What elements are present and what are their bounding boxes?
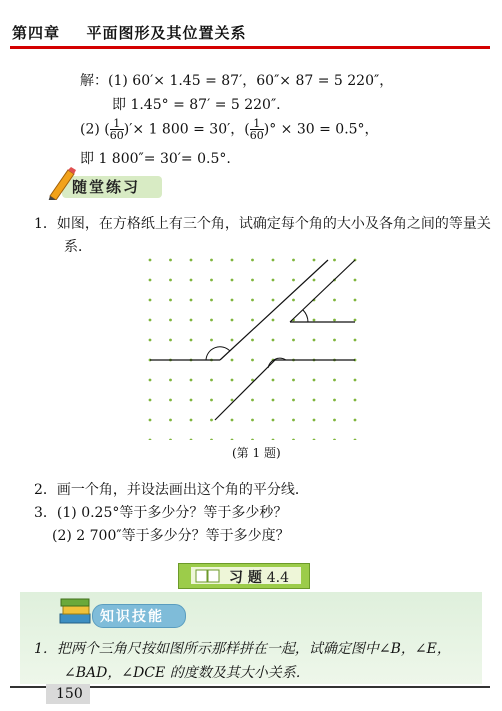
grid-dot (292, 439, 295, 440)
exercise-q1-line-2: ∠BAD，∠DCE 的度数及其大小关系． (64, 665, 310, 681)
practice-badge (44, 166, 164, 198)
grid-dot (210, 379, 213, 382)
grid-dot (210, 259, 213, 262)
grid-dot (210, 279, 213, 282)
grid-dot (231, 399, 234, 402)
exercise-inner (191, 567, 301, 584)
angle3-ray-diagonal (215, 360, 275, 420)
grid-dot (231, 439, 234, 440)
grid-dot (272, 379, 275, 382)
grid-dot (292, 339, 295, 342)
grid-dot (169, 279, 172, 282)
grid-dot (333, 439, 336, 440)
grid-dot (354, 399, 357, 402)
grid-dot (333, 339, 336, 342)
grid-dot (169, 419, 172, 422)
grid-dot (149, 419, 152, 422)
grid-dot (272, 399, 275, 402)
grid-dot (272, 339, 275, 342)
grid-dot (231, 319, 234, 322)
skills-label: 知识技能 (100, 609, 164, 625)
grid-dot (149, 299, 152, 302)
grid-dot (272, 439, 275, 440)
grid-dot (149, 259, 152, 262)
grid-dot (190, 279, 193, 282)
grid-dot (354, 299, 357, 302)
solution-line-1: 解：(1) 60′× 1.45 = 87′，60″× 87 = 5 220″， (80, 73, 394, 89)
grid-dot (190, 399, 193, 402)
grid-dot (169, 339, 172, 342)
grid-dot (313, 339, 316, 342)
grid-dot (190, 439, 193, 440)
figure-caption: (第 1 题) (232, 446, 281, 460)
grid-dot (292, 399, 295, 402)
exercise-title: 习 题 4.4 (229, 570, 290, 586)
grid-dot (190, 419, 193, 422)
grid-dot (272, 259, 275, 262)
grid-dot (313, 279, 316, 282)
grid-dot (292, 299, 295, 302)
practice-title: 随堂练习 (72, 178, 141, 196)
grid-dot (190, 339, 193, 342)
solution-line-4: 即 1 800″= 30′= 0.5°. (80, 151, 231, 167)
grid-dot (292, 379, 295, 382)
grid-dot (210, 319, 213, 322)
grid-dot (292, 259, 295, 262)
chapter-title: 平面图形及其位置关系 (86, 24, 247, 42)
grid-dot (190, 259, 193, 262)
fraction: $\frac{1}{60}$ (109, 117, 124, 142)
grid-dot (354, 379, 357, 382)
grid-dot (231, 379, 234, 382)
grid-dot (169, 299, 172, 302)
grid-dot (231, 259, 234, 262)
exercise-header (178, 563, 310, 589)
grid-dot (251, 419, 254, 422)
grid-dot (333, 379, 336, 382)
grid-dot (313, 439, 316, 440)
page-number: 150 (56, 686, 83, 702)
grid-dot (251, 439, 254, 440)
grid-dot (169, 319, 172, 322)
q1-line-2: 系． (64, 239, 92, 255)
grid-dot (149, 439, 152, 440)
grid-dot (313, 319, 316, 322)
grid-dot (354, 339, 357, 342)
grid-dot (231, 419, 234, 422)
grid-dot (333, 399, 336, 402)
q3-line-2: (2) 2 700″等于多少分？等于多少度？ (52, 528, 290, 544)
grid-dot (354, 439, 357, 440)
grid-dot (210, 399, 213, 402)
grid-dot (251, 299, 254, 302)
grid-dot (210, 419, 213, 422)
solution-line-3: (2) ( $\frac{1}{60}$ )′× 1 800 = 30′，( $\frac{1}{60}$ )° × 30 = 0.5°， (80, 117, 379, 142)
grid-dot (251, 359, 254, 362)
angle2-ray-diagonal (290, 260, 355, 322)
books-icon (56, 598, 96, 628)
grid-dot (149, 399, 152, 402)
grid-dot (149, 279, 152, 282)
grid-dot (190, 379, 193, 382)
q3-line-1: 3．(1) 0.25°等于多少分？等于多少秒？ (34, 505, 288, 521)
grid-dot (210, 439, 213, 440)
grid-figure (140, 250, 380, 440)
grid-dot (251, 279, 254, 282)
exercise-q1-line-1: 1．把两个三角尺按如图所示那样拼在一起，试确定图中∠B，∠E， (34, 641, 451, 657)
grid-dot (169, 399, 172, 402)
grid-dot (149, 319, 152, 322)
grid-dot (169, 259, 172, 262)
grid-dot (210, 299, 213, 302)
grid-dot (313, 379, 316, 382)
q1-line-1: 1．如图，在方格纸上有三个角，试确定每个角的大小及各角之间的等量关 (34, 216, 491, 232)
grid-dot (190, 319, 193, 322)
grid-dot (354, 419, 357, 422)
grid-dot (251, 339, 254, 342)
grid-dot (313, 399, 316, 402)
grid-dot (210, 339, 213, 342)
angle2-arc (303, 310, 308, 322)
q2-text: 2．画一个角，并设法画出这个角的平分线． (34, 482, 309, 498)
grid-dot (251, 319, 254, 322)
grid-dot (251, 399, 254, 402)
grid-dot (190, 299, 193, 302)
angle1-ray-diagonal (220, 260, 328, 360)
book-icon (195, 569, 221, 583)
grid-dot (354, 279, 357, 282)
grid-dot (169, 439, 172, 440)
grid-dot (354, 319, 357, 322)
grid-dot (231, 299, 234, 302)
grid-dot (272, 279, 275, 282)
grid-dot (231, 359, 234, 362)
grid-dot (169, 379, 172, 382)
grid-dots (149, 259, 357, 440)
grid-dot (333, 319, 336, 322)
grid-dot (251, 259, 254, 262)
grid-dot (272, 299, 275, 302)
grid-dot (231, 279, 234, 282)
solution-line-2: 即 1.45° = 87′ = 5 220″. (112, 97, 281, 113)
chapter-header (12, 22, 247, 43)
grid-dot (272, 319, 275, 322)
grid-dot (333, 419, 336, 422)
grid-dot (333, 299, 336, 302)
grid-dot (272, 419, 275, 422)
grid-dot (292, 419, 295, 422)
grid-dot (313, 419, 316, 422)
grid-dot (313, 259, 316, 262)
grid-dot (149, 379, 152, 382)
chapter-label: 第四章 (12, 24, 61, 42)
grid-dot (231, 339, 234, 342)
header-rule (10, 46, 490, 49)
grid-dot (333, 259, 336, 262)
grid-dot (149, 339, 152, 342)
grid-dot (292, 279, 295, 282)
fraction: $\frac{1}{60}$ (249, 117, 264, 142)
